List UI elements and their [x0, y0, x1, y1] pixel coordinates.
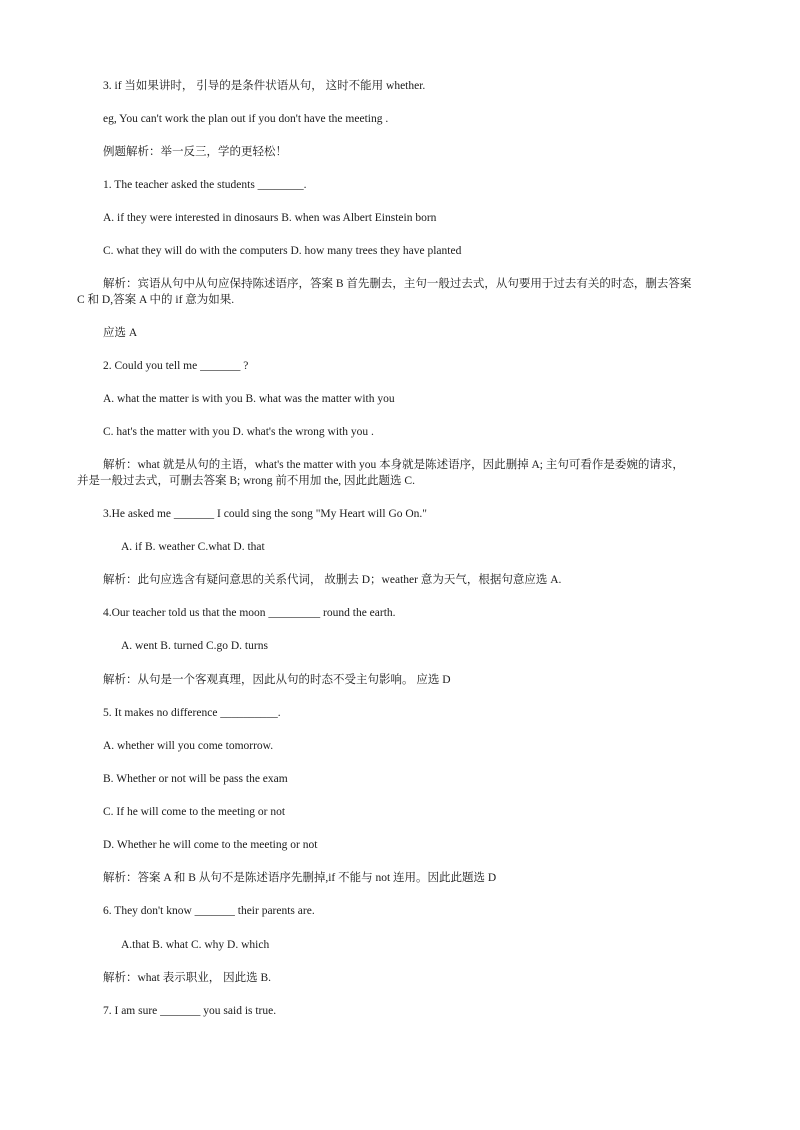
question-7: 7. I am sure _______ you said is true. — [103, 1005, 277, 1017]
text-line-if-condition: 3. if 当如果讲时， 引导的是条件状语从句， 这时不能用 whether. — [103, 80, 426, 92]
question-1-options-ab: A. if they were interested in dinosaurs B. when was Albert Einstein born — [103, 212, 437, 224]
question-3-analysis: 解析：此句应选含有疑问意思的关系代词， 故删去 D；weather 意为天气，根据句意应选 A. — [103, 574, 562, 586]
question-4-options: A. went B. turned C.go D. turns — [121, 640, 268, 652]
question-3: 3.He asked me _______ I could sing the song "My Heart will Go On." — [103, 508, 427, 520]
question-2-options-ab: A. what the matter is with you B. what was the matter with you — [103, 393, 395, 405]
question-2-analysis: 解析：what 就是从句的主语，what's the matter with you 本身就是陈述语序，因此删掉 A; 主句可看作是委婉的请求， — [103, 459, 684, 471]
section-heading: 例题解析：举一反三，学的更轻松！ — [103, 146, 287, 158]
example-sentence: eg, You can't work the plan out if you don't have the meeting . — [103, 113, 389, 125]
question-5-option-a: A. whether will you come tomorrow. — [103, 740, 274, 752]
question-2-options-cd: C. hat's the matter with you D. what's the wrong with you . — [103, 426, 374, 438]
question-5-option-b: B. Whether or not will be pass the exam — [103, 773, 288, 785]
question-1-answer: 应选 A — [103, 327, 138, 339]
question-1: 1. The teacher asked the students ________. — [103, 179, 307, 191]
question-6-analysis: 解析：what 表示职业， 因此选 B. — [103, 972, 272, 984]
question-1-analysis: 解析：宾语从句中从句应保持陈述语序，答案 B 首先删去，主句一般过去式，从句要用于过去有关的时态，删去答案 — [103, 278, 692, 290]
question-5-option-c: C. If he will come to the meeting or not — [103, 806, 286, 818]
question-5: 5. It makes no difference __________. — [103, 707, 281, 719]
question-1-analysis-cont: C 和 D,答案 A 中的 if 意为如果. — [77, 294, 235, 306]
question-5-option-d: D. Whether he will come to the meeting or not — [103, 839, 318, 851]
question-4: 4.Our teacher told us that the moon _________ round the earth. — [103, 607, 396, 619]
question-1-options-cd: C. what they will do with the computers D. how many trees they have planted — [103, 245, 462, 257]
question-4-analysis: 解析：从句是一个客观真理，因此从句的时态不受主句影响。 应选 D — [103, 674, 451, 686]
question-2: 2. Could you tell me _______ ? — [103, 360, 249, 372]
question-6-options: A.that B. what C. why D. which — [121, 939, 270, 951]
question-2-analysis-cont: 并是一般过去式，可删去答案 B; wrong 前不用加 the, 因此此题选 C. — [77, 475, 415, 487]
question-3-options: A. if B. weather C.what D. that — [121, 541, 265, 553]
question-6: 6. They don't know _______ their parents are. — [103, 905, 315, 917]
question-5-analysis: 解析：答案 A 和 B 从句不是陈述语序先删掉,if 不能与 not 连用。因此此题选 D — [103, 872, 497, 884]
